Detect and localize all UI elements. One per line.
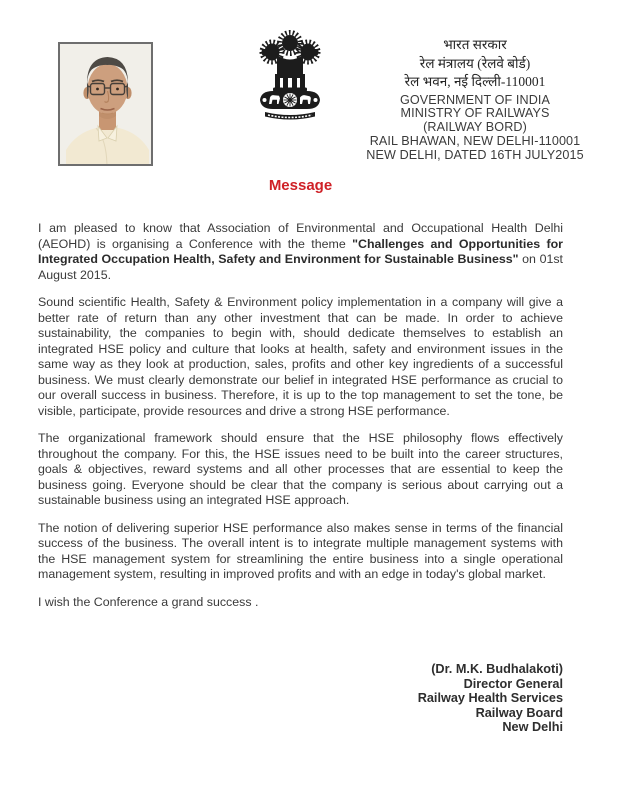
signatory-city: New Delhi — [502, 720, 563, 735]
letter-body — [38, 221, 563, 622]
letterhead — [352, 36, 598, 163]
portrait-illustration — [60, 44, 153, 166]
letterhead-line-govt: GOVERNMENT OF INDIA — [399, 92, 550, 107]
signatory-name: (Dr. M.K. Budhalakoti) — [431, 662, 563, 676]
official-portrait-photo — [58, 42, 153, 166]
letterhead-line-date: NEW DELHI, DATED 16TH JULY2015 — [366, 148, 584, 163]
paragraph-1-prefix: I am pleased to know that Association of Environmental and Occupational Health Delhi (AEOHD) is organising a Conference with the theme — [38, 221, 563, 251]
signatory-title: Director General — [463, 676, 563, 691]
signatory-org: Railway Board — [475, 705, 563, 720]
signature-block — [38, 662, 563, 735]
signatory-dept: Railway Health Services — [417, 691, 563, 706]
paragraph-1 — [38, 221, 563, 283]
page-title: Message — [268, 177, 333, 194]
letterhead-line-address: RAIL BHAWAN, NEW DELHI-110001 — [369, 134, 581, 149]
paragraph-1-suffix: on 01st August 2015. — [38, 252, 563, 282]
paragraph-4: The notion of delivering superior HSE performance also makes sense in terms of the financial success of the business. The overall intent is to integrate multiple management systems with the HSE management system for streamlining the entire business into a single operational management system, resulting in improved profits and with an edge in today's global market. — [38, 520, 563, 581]
paragraph-3: The organizational framework should ensure that the HSE philosophy flows effectively throughout the company. For this, the HSE issues need to be built into the career structures, goals & objectives, reward systems and all other processes that are essential to keep the business going. Everyone should be clear that the company is serious about carrying out a sustainable business using an integrated HSE approach. — [38, 431, 563, 507]
conference-theme: "Challenges and Opportunities for Integrated Occupation Health, Safety and Environment for Sustainable Business" — [38, 236, 564, 266]
letterhead-line-ministry: MINISTRY OF RAILWAYS — [400, 106, 550, 121]
paragraph-2: Sound scientific Health, Safety & Environment policy implementation in a company will give a better rate of return than any other investment that can be made. In order to achieve sustainability, the companies to begin with, should dedicate themselves to establish an integrated HSE policy and culture that looks at health, safety and environment issues in the same way as they look at production, sales, profits and other key ingredients of a successful business. We must clearly demonstrate our belief in integrated HSE performance as crucial to our overall success in business. Therefore, it is up to the top management to set the tone, be visible, participate, provide resources and drive a strong HSE performance. — [38, 295, 563, 418]
letterhead-hindi — [352, 36, 598, 92]
letterhead-line-hindi-govt: भारत सरकार — [443, 37, 507, 52]
letterhead-line-hindi-address: रेल भवन, नई दिल्ली-110001 — [404, 74, 546, 89]
letterhead-line-board: (RAILWAY BORD) — [423, 120, 527, 135]
closing-line: I wish the Conference a grand success . — [38, 594, 259, 609]
letterhead-english — [352, 94, 598, 164]
emblem-of-india-icon — [257, 28, 323, 125]
letterhead-line-hindi-ministry: रेल मंत्रालय (रेलवे बोर्ड) — [419, 55, 531, 71]
